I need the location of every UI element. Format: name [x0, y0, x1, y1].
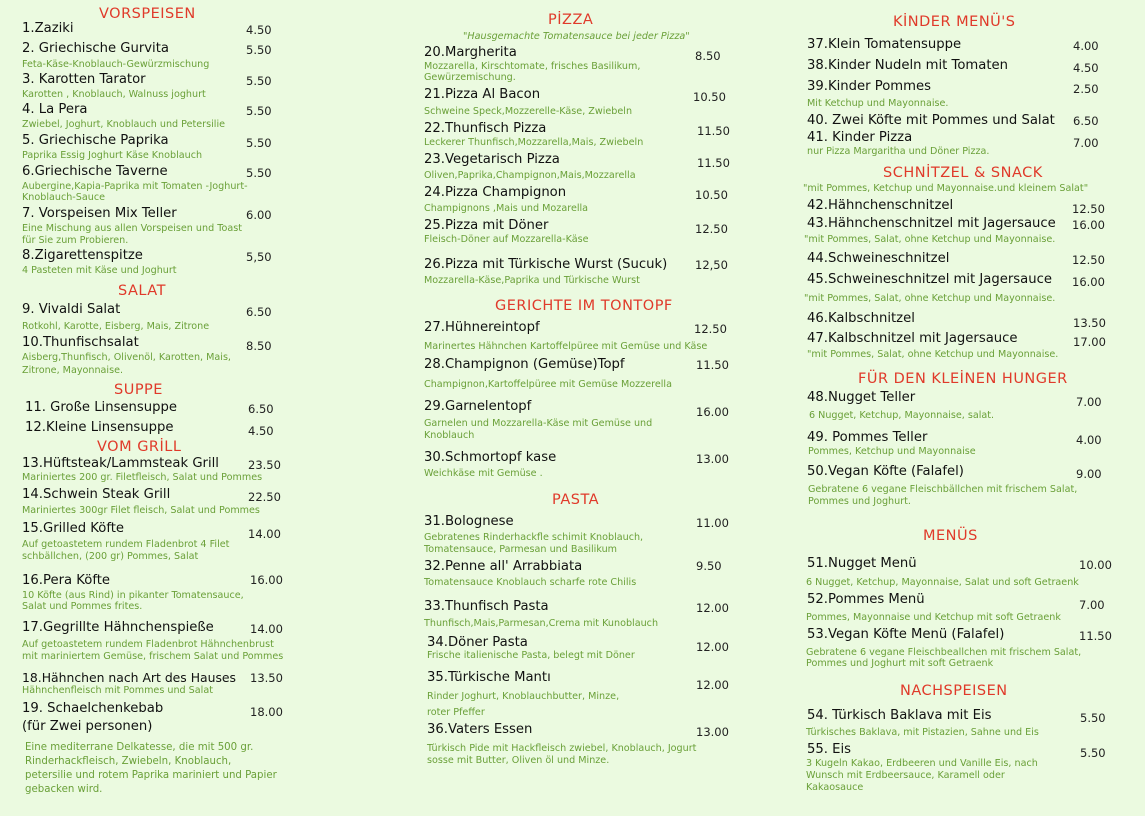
- menu-item-description: 3 Kugeln Kakao, Erdbeeren und Vanille Eis, nach: [806, 758, 1038, 769]
- menu-item-description: Gebratene 6 vegane Fleischbeallchen mit frischem Salat,: [806, 647, 1082, 658]
- menu-item-description: Aubergine,Kapia-Paprika mit Tomaten -Joghurt-: [22, 181, 248, 192]
- menu-item-description: Frische italienische Pasta, belegt mit Döner: [427, 650, 635, 661]
- menu-item-price: 9.50: [696, 559, 722, 573]
- menu-item-description: Champignons ,Mais und Mozarella: [424, 203, 589, 214]
- menu-item-name-continued: (für Zwei personen): [22, 719, 153, 734]
- menu-item-name: 37.Klein Tomatensuppe: [807, 37, 962, 52]
- menu-item-price: 4.50: [246, 23, 272, 37]
- menu-item-name: 20.Margherita: [424, 45, 517, 60]
- menu-item-price: 10.50: [693, 90, 726, 104]
- menu-item-description: "mit Pommes, Salat, ohne Ketchup und Mayonnaise.: [804, 293, 1056, 304]
- menu-item-description: Wunsch mit Erdbeersauce, Karamell oder: [806, 770, 1005, 781]
- menu-item-description: Tomatensauce, Parmesan und Basilikum: [424, 544, 618, 555]
- menu-item-description: sosse mit Butter, Oliven öl und Minze.: [427, 755, 610, 766]
- section-note: "mit Pommes, Ketchup und Mayonnaise.und kleinem Salat": [803, 183, 1089, 194]
- menu-item-price: 8.50: [695, 49, 721, 63]
- menu-item-description: Türkisches Baklava, mit Pistazien, Sahne und Eis: [806, 727, 1039, 738]
- section-title-kleiner-hunger: FÜR DEN KLEİNEN HUNGER: [858, 371, 1068, 387]
- menu-item-name: 33.Thunfisch Pasta: [424, 599, 549, 614]
- menu-item-description: Eine Mischung aus allen Vorspeisen und Toast: [22, 223, 242, 234]
- menu-item-description: Pommes, Mayonnaise und Ketchup mit soft Getraenk: [806, 612, 1061, 623]
- menu-item-name: 54. Türkisch Baklava mit Eis: [807, 708, 992, 723]
- section-title-tontopf: GERICHTE IM TONTOPF: [495, 298, 673, 314]
- menu-item-price: 22.50: [248, 490, 281, 504]
- menu-item-description: "mit Pommes, Salat, ohne Ketchup und Mayonnaise.: [804, 234, 1056, 245]
- menu-item-description: Marinertes Hähnchen Kartoffelpüree mit Gemüse und Käse: [424, 341, 708, 352]
- menu-item-name: 27.Hühnereintopf: [424, 320, 540, 335]
- menu-item-name: 13.Hüftsteak/Lammsteak Grill: [22, 456, 219, 471]
- menu-item-description: Auf getoastetem rundem Fladenbrot 4 Filet: [22, 539, 230, 550]
- menu-item-price: 14.00: [248, 527, 281, 541]
- menu-item-price: 4.00: [1073, 39, 1099, 53]
- menu-item-description: für Sie zum Probieren.: [22, 235, 129, 246]
- menu-item-description: mit mariniertem Gemüse, frischem Salat und Pommes: [22, 651, 284, 662]
- menu-item-price: 16.00: [1072, 218, 1105, 232]
- menu-item-name: 49. Pommes Teller: [807, 430, 928, 445]
- menu-item-name: 53.Vegan Köfte Menü (Falafel): [807, 627, 1005, 642]
- menu-item-name: 48.Nugget Teller: [807, 390, 916, 405]
- menu-item-price: 6.00: [246, 208, 272, 222]
- section-note: "Hausgemachte Tomatensauce bei jeder Pizza": [463, 31, 690, 42]
- menu-item-name: 51.Nugget Menü: [807, 556, 917, 571]
- menu-item-name: 52.Pommes Menü: [807, 592, 925, 607]
- menu-item-description: Knoblauch: [424, 430, 475, 441]
- menu-item-name: 12.Kleine Linsensuppe: [25, 420, 174, 435]
- menu-item-description: Rinderhackfleisch, Zwiebeln, Knoblauch,: [25, 756, 232, 767]
- menu-item-description: Salat und Pommes frites.: [22, 601, 143, 612]
- menu-item-description: schbällchen, (200 gr) Pommes, Salat: [22, 551, 199, 562]
- menu-item-price: 12,50: [695, 258, 728, 272]
- menu-item-price: 16.00: [696, 405, 729, 419]
- menu-item-price: 18.00: [250, 705, 283, 719]
- menu-item-price: 10.50: [695, 188, 728, 202]
- menu-item-price: 13.00: [696, 725, 729, 739]
- menu-item-name: 11. Große Linsensuppe: [25, 400, 177, 415]
- menu-item-name: 34.Döner Pasta: [427, 635, 528, 650]
- menu-item-name: 21.Pizza Al Bacon: [424, 87, 541, 102]
- menu-item-name: 38.Kinder Nudeln mit Tomaten: [807, 58, 1008, 73]
- section-title-kinder-menus: KİNDER MENÜ'S: [893, 14, 1016, 30]
- menu-item-name: 14.Schwein Steak Grill: [22, 487, 171, 502]
- section-title-salat: SALAT: [118, 283, 166, 299]
- menu-item-name: 39.Kinder Pommes: [807, 79, 931, 94]
- menu-item-name: 32.Penne all' Arrabbiata: [424, 559, 583, 574]
- menu-item-name: 40. Zwei Köfte mit Pommes und Salat: [807, 113, 1055, 128]
- menu-item-name: 28.Champignon (Gemüse)Topf: [424, 357, 625, 372]
- section-title-pasta: PASTA: [552, 492, 600, 508]
- section-title-nachspeisen: NACHSPEISEN: [900, 683, 1008, 699]
- menu-item-name: 29.Garnelentopf: [424, 399, 532, 414]
- menu-item-description: Gewürzemischung.: [424, 72, 516, 83]
- menu-item-price: 5,50: [246, 250, 272, 264]
- menu-item-name: 4. La Pera: [22, 102, 88, 117]
- menu-item-description: Weichkäse mit Gemüse .: [424, 468, 543, 479]
- menu-item-price: 6.50: [1073, 114, 1099, 128]
- menu-item-price: 11.50: [697, 124, 730, 138]
- menu-item-price: 5.50: [1080, 711, 1106, 725]
- menu-item-description: petersilie und rotem Paprika mariniert und Papier: [25, 770, 277, 781]
- menu-item-price: 13.50: [250, 671, 283, 685]
- menu-item-description: Rotkohl, Karotte, Eisberg, Mais, Zitrone: [22, 321, 210, 332]
- menu-item-description: Paprika Essig Joghurt Käse Knoblauch: [22, 150, 203, 161]
- menu-item-price: 12.50: [694, 322, 727, 336]
- menu-item-price: 13.50: [1073, 316, 1106, 330]
- menu-item-description: Kakaosauce: [806, 782, 864, 793]
- menu-item-name: 43.Hähnchenschnitzel mit Jagersauce: [807, 216, 1056, 231]
- menu-item-price: 16.00: [1072, 275, 1105, 289]
- menu-item-description: Mozzarella, Kirschtomate, frisches Basilikum,: [424, 61, 641, 72]
- menu-item-description: Champignon,Kartoffelpüree mit Gemüse Mozzerella: [424, 379, 672, 390]
- menu-item-name: 23.Vegetarisch Pizza: [424, 152, 560, 167]
- menu-item-price: 12.50: [695, 222, 728, 236]
- menu-item-name: 26.Pizza mit Türkische Wurst (Sucuk): [424, 257, 668, 272]
- menu-item-name: 41. Kinder Pizza: [807, 130, 913, 145]
- menu-item-description: Pommes, Ketchup und Mayonnaise: [808, 446, 976, 457]
- menu-item-description: Karotten , Knoblauch, Walnuss joghurt: [22, 89, 206, 100]
- menu-item-price: 12.00: [696, 640, 729, 654]
- menu-item-description: 10 Köfte (aus Rind) in pikanter Tomatensauce,: [22, 590, 244, 601]
- menu-item-description: nur Pizza Margaritha und Döner Pizza.: [807, 146, 990, 157]
- menu-item-name: 46.Kalbschnitzel: [807, 311, 915, 326]
- section-title-vorspeisen: VORSPEISEN: [99, 6, 196, 22]
- menu-item-name: 24.Pizza Champignon: [424, 185, 567, 200]
- menu-item-name: 7. Vorspeisen Mix Teller: [22, 206, 177, 221]
- menu-item-price: 12.00: [696, 678, 729, 692]
- menu-item-name: 35.Türkische Mantı: [427, 670, 551, 685]
- menu-item-price: 16.00: [250, 573, 283, 587]
- menu-item-price: 17.00: [1073, 335, 1106, 349]
- menu-item-description: Mariniertes 300gr Filet fleisch, Salat und Pommes: [22, 505, 260, 516]
- menu-item-price: 12.50: [1072, 202, 1105, 216]
- menu-item-name: 18.Hähnchen nach Art des Hauses: [22, 670, 236, 685]
- menu-item-name: 25.Pizza mit Döner: [424, 218, 549, 233]
- section-title-schnitzel: SCHNİTZEL & SNACK: [883, 165, 1043, 181]
- menu-item-price: 10.00: [1079, 558, 1112, 572]
- menu-item-price: 5.50: [246, 166, 272, 180]
- menu-item-price: 7.00: [1073, 136, 1099, 150]
- menu-item-description: Fleisch-Döner auf Mozzarella-Käse: [424, 234, 589, 245]
- menu-item-name: 42.Hähnchenschnitzel: [807, 198, 954, 213]
- menu-item-price: 4.50: [248, 424, 274, 438]
- menu-item-description: Knoblauch-Sauce: [22, 192, 105, 203]
- menu-item-description: Feta-Käse-Knoblauch-Gewürzmischung: [22, 59, 210, 70]
- menu-item-name: 8.Zigarettenspitze: [22, 248, 143, 263]
- menu-item-name: 6.Griechische Taverne: [22, 164, 168, 179]
- menu-item-description: Rinder Joghurt, Knoblauchbutter, Minze,: [427, 691, 620, 702]
- menu-item-price: 6.50: [246, 305, 272, 319]
- menu-item-name: 15.Grilled Köfte: [22, 521, 125, 536]
- menu-item-name: 55. Eis: [807, 742, 852, 757]
- menu-item-price: 9.00: [1076, 467, 1102, 481]
- menu-item-price: 4.50: [1073, 61, 1099, 75]
- menu-item-name: 3. Karotten Tarator: [22, 72, 146, 87]
- menu-item-price: 5.50: [246, 74, 272, 88]
- menu-item-price: 23.50: [248, 458, 281, 472]
- menu-item-price: 12.50: [1072, 253, 1105, 267]
- menu-item-description: Oliven,Paprika,Champignon,Mais,Mozzarella: [424, 170, 636, 181]
- menu-item-price: 7.00: [1079, 598, 1105, 612]
- menu-item-name: 22.Thunfisch Pizza: [424, 121, 547, 136]
- menu-item-description: Eine mediterrane Delkatesse, die mit 500 gr.: [25, 742, 254, 753]
- menu-item-price: 7.00: [1076, 395, 1102, 409]
- menu-item-name: 47.Kalbschnitzel mit Jagersauce: [807, 331, 1018, 346]
- menu-item-description: 6 Nugget, Ketchup, Mayonnaise, salat.: [809, 410, 995, 421]
- menu-item-name: 36.Vaters Essen: [427, 722, 533, 737]
- menu-item-price: 11.50: [697, 156, 730, 170]
- menu-item-description: gebacken wird.: [25, 784, 103, 795]
- menu-item-description: Pommes und Joghurt mit soft Getraenk: [806, 658, 994, 669]
- menu-item-price: 5.50: [246, 136, 272, 150]
- menu-item-name: 30.Schmortopf kase: [424, 450, 557, 465]
- menu-item-name: 19. Schaelchenkebab: [22, 701, 164, 716]
- menu-item-price: 13.00: [696, 452, 729, 466]
- menu-item-description: roter Pfeffer: [427, 707, 485, 718]
- menu-item-description: Mariniertes 200 gr. Filetfleisch, Salat und Pommes: [22, 472, 263, 483]
- section-title-pizza: PİZZA: [548, 12, 594, 28]
- menu-item-description: Hähnchenfleisch mit Pommes und Salat: [22, 685, 213, 696]
- menu-item-description: Gebratene 6 vegane Fleischbällchen mit frischem Salat,: [808, 484, 1078, 495]
- menu-item-price: 11.00: [696, 516, 729, 530]
- menu-item-name: 1.Zaziki: [22, 21, 74, 36]
- menu-item-price: 14.00: [250, 622, 283, 636]
- menu-item-description: Tomatensauce Knoblauch scharfe rote Chilis: [424, 577, 637, 588]
- menu-item-price: 5.50: [246, 104, 272, 118]
- menu-item-price: 4.00: [1076, 433, 1102, 447]
- menu-item-name: 17.Gegrillte Hähnchenspieße: [22, 620, 214, 635]
- menu-item-description: 6 Nugget, Ketchup, Mayonnaise, Salat und soft Getraenk: [806, 577, 1079, 588]
- menu-item-description: Gebratenes Rinderhackfle schimit Knoblauch,: [424, 532, 644, 543]
- menu-item-name: 31.Bolognese: [424, 514, 514, 529]
- menu-item-price: 8.50: [246, 339, 272, 353]
- menu-item-price: 2.50: [1073, 82, 1099, 96]
- menu-item-price: 6.50: [248, 402, 274, 416]
- menu-item-name: 50.Vegan Köfte (Falafel): [807, 464, 964, 479]
- menu-item-price: 5.50: [1080, 746, 1106, 760]
- menu-item-description: Thunfisch,Mais,Parmesan,Crema mit Kunoblauch: [424, 618, 659, 629]
- menu-item-description: Auf getoastetem rundem Fladenbrot Hähnchenbrust: [22, 639, 274, 650]
- section-title-vom-grill: VOM GRİLL: [97, 439, 182, 455]
- menu-item-price: 11.50: [1079, 629, 1112, 643]
- menu-item-name: 16.Pera Köfte: [22, 573, 111, 588]
- menu-item-price: 12.00: [696, 601, 729, 615]
- section-title-menus: MENÜS: [923, 528, 978, 544]
- menu-item-description: Pommes und Joghurt.: [808, 496, 911, 507]
- menu-item-description: Zwiebel, Joghurt, Knoblauch und Petersilie: [22, 119, 226, 130]
- menu-item-description: Schweine Speck,Mozzerelle-Käse, Zwiebeln: [424, 106, 633, 117]
- menu-item-name: 45.Schweineschnitzel mit Jagersauce: [807, 272, 1052, 287]
- menu-item-description: Türkisch Pide mit Hackfleisch zwiebel, Knoblauch, Jogurt: [427, 743, 697, 754]
- menu-item-description: Garnelen und Mozzarella-Käse mit Gemüse und: [424, 418, 653, 429]
- menu-item-description: Zitrone, Mayonnaise.: [22, 365, 124, 376]
- menu-item-description: Mozzarella-Käse,Paprika und Türkische Wurst: [424, 275, 640, 286]
- menu-item-name: 2. Griechische Gurvita: [22, 41, 169, 56]
- section-title-suppe: SUPPE: [114, 382, 163, 398]
- menu-item-name: 9. Vivaldi Salat: [22, 302, 121, 317]
- menu-item-price: 11.50: [696, 358, 729, 372]
- menu-item-description: Mit Ketchup und Mayonnaise.: [807, 98, 949, 109]
- menu-item-description: "mit Pommes, Salat, ohne Ketchup und Mayonnaise.: [807, 349, 1059, 360]
- menu-item-description: Leckerer Thunfisch,Mozzarella,Mais, Zwiebeln: [424, 137, 644, 148]
- menu-item-name: 10.Thunfischsalat: [22, 335, 139, 350]
- menu-item-price: 5.50: [246, 43, 272, 57]
- menu-item-name: 5. Griechische Paprika: [22, 133, 169, 148]
- menu-item-description: Aisberg,Thunfisch, Olivenöl, Karotten, Mais,: [22, 352, 231, 363]
- menu-item-name: 44.Schweineschnitzel: [807, 251, 950, 266]
- menu-item-description: 4 Pasteten mit Käse und Joghurt: [22, 265, 177, 276]
